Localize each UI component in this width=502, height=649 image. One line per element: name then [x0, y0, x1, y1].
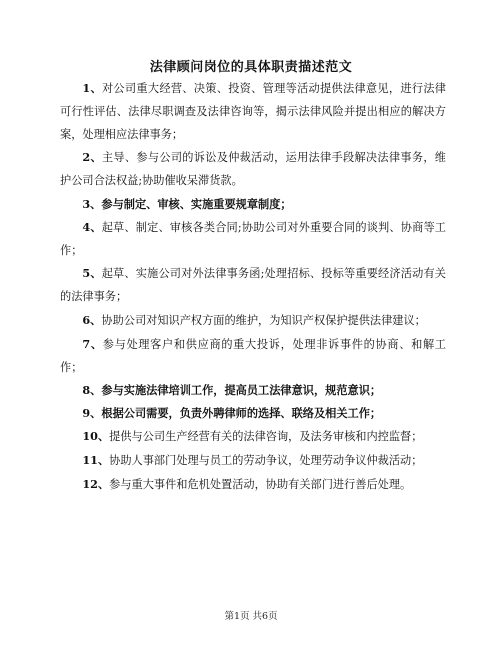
item-text: 参与处理客户和供应商的重大投诉，处理非诉事件的协商、和解工作；: [60, 337, 446, 374]
list-item: [60, 193, 446, 216]
list-item: [60, 402, 446, 425]
item-text: 协助公司对知识产权方面的维护，为知识产权保护提供法律建议；: [101, 313, 426, 327]
item-number: 6、: [82, 312, 102, 327]
list-item: [60, 425, 446, 449]
item-text: 协助人事部门处理与员工的劳动争议，处理劳动争议仲裁活动；: [109, 453, 423, 467]
item-text: 对公司重大经营、决策、投资、管理等活动提供法律意见，进行法律可行性评估、法律尽职调查及法律咨询等，揭示法律风险并提出相应的解决方案，处理相应法律事务；: [60, 82, 446, 141]
list-item: [60, 473, 446, 497]
item-text: 主导、参与公司的诉讼及仲裁活动，运用法律手段解决法律事务，维护公司合法权益;协助催收呆滞货款。: [60, 151, 446, 188]
list-item: [60, 449, 446, 473]
item-number: 10、: [82, 428, 110, 443]
list-item: [60, 146, 446, 193]
item-number: 12、: [82, 476, 110, 491]
list-item: [60, 333, 446, 380]
list-item: [60, 379, 446, 402]
item-text: 根据公司需要，负责外聘律师的选择、联络及相关工作；: [101, 406, 382, 421]
item-text: 起草、制定、审核各类合同;协助公司对外重要合同的谈判、协商等工作；: [60, 220, 446, 257]
item-number: 3、: [82, 196, 102, 211]
item-text: 参与制定、审核、实施重要规章制度；: [101, 196, 292, 211]
item-number: 5、: [82, 266, 102, 281]
list-item: [60, 309, 446, 333]
item-text: 参与实施法律培训工作，提高员工法律意识，规范意识；: [101, 383, 382, 398]
list-item: [60, 262, 446, 309]
item-number: 4、: [82, 219, 102, 234]
page-number: 第1页 共6页: [224, 611, 278, 622]
list-item: [60, 77, 446, 146]
item-number: 7、: [82, 336, 103, 351]
list-item: [60, 216, 446, 263]
document-title: 法律顾问岗位的具体职责描述范文: [149, 60, 353, 75]
item-text: 参与重大事件和危机处置活动，协助有关部门进行善后处理。: [109, 477, 412, 491]
item-text: 起草、实施公司对外法律事务函;处理招标、投标等重要经济活动有关的法律事务；: [60, 267, 446, 304]
item-text: 提供与公司生产经营有关的法律咨询，及法务审核和内控监督；: [109, 429, 423, 443]
document-body: [60, 77, 446, 496]
item-number: 2、: [82, 150, 102, 165]
item-number: 9、: [82, 406, 102, 421]
item-number: 11、: [82, 452, 110, 467]
item-number: 1、: [82, 81, 102, 95]
item-number: 8、: [82, 383, 102, 398]
